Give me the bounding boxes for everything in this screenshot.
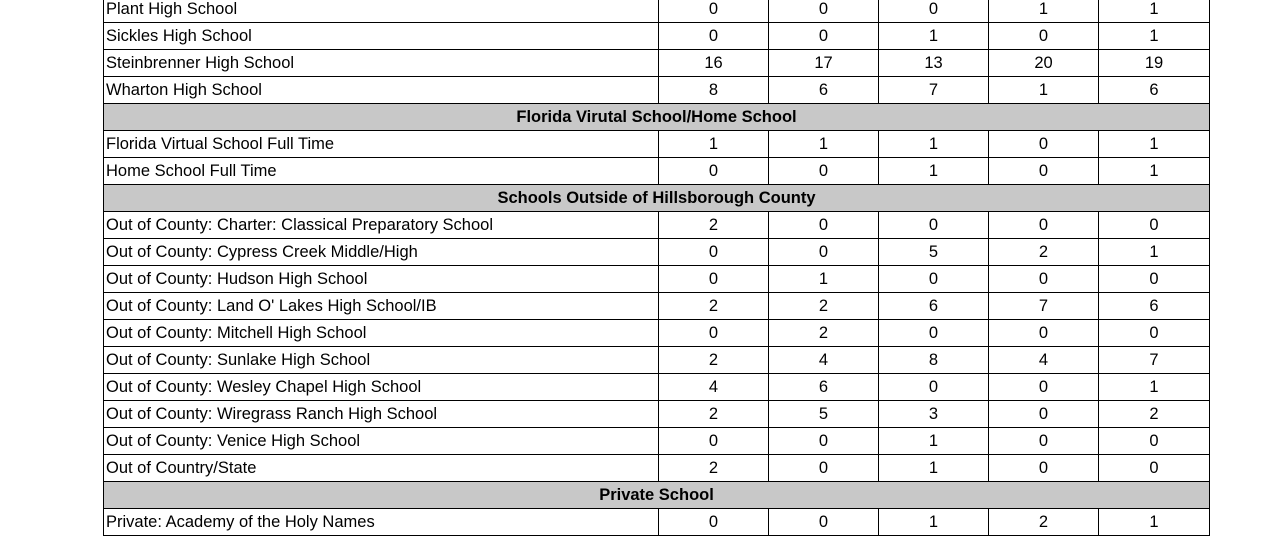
count-cell: 6: [879, 293, 989, 320]
count-cell: 1: [659, 131, 769, 158]
school-name-cell: Out of County: Hudson High School: [104, 266, 659, 293]
count-cell: 1: [1099, 0, 1210, 23]
table-row: [104, 347, 1210, 374]
count-cell: 0: [769, 212, 879, 239]
count-cell: 7: [1099, 347, 1210, 374]
count-cell: 0: [659, 239, 769, 266]
count-cell: 2: [769, 293, 879, 320]
count-cell: 8: [879, 347, 989, 374]
count-cell: 0: [769, 239, 879, 266]
count-cell: 0: [769, 455, 879, 482]
count-cell: 1: [769, 266, 879, 293]
count-cell: 0: [989, 428, 1099, 455]
school-name-cell: Out of County: Venice High School: [104, 428, 659, 455]
table-row: [104, 158, 1210, 185]
school-enrollment-table-page: [103, 0, 1209, 536]
school-enrollment-table: [103, 0, 1210, 536]
table-row: [104, 77, 1210, 104]
count-cell: 0: [1099, 320, 1210, 347]
count-cell: 0: [989, 23, 1099, 50]
count-cell: 1: [879, 428, 989, 455]
count-cell: 1: [1099, 23, 1210, 50]
school-name-cell: Out of County: Sunlake High School: [104, 347, 659, 374]
table-row: [104, 23, 1210, 50]
count-cell: 0: [659, 320, 769, 347]
count-cell: 7: [989, 293, 1099, 320]
table-row: [104, 320, 1210, 347]
count-cell: 0: [1099, 428, 1210, 455]
school-name-cell: Out of Country/State: [104, 455, 659, 482]
count-cell: 0: [769, 509, 879, 536]
count-cell: 0: [659, 158, 769, 185]
table-row: [104, 50, 1210, 77]
table-row: [104, 428, 1210, 455]
table-row: [104, 212, 1210, 239]
count-cell: 0: [879, 212, 989, 239]
section-header-row: [104, 482, 1210, 509]
count-cell: 0: [989, 158, 1099, 185]
count-cell: 0: [659, 428, 769, 455]
count-cell: 0: [769, 0, 879, 23]
table-row: [104, 401, 1210, 428]
count-cell: 3: [879, 401, 989, 428]
count-cell: 20: [989, 50, 1099, 77]
count-cell: 1: [1099, 509, 1210, 536]
table-row: [104, 374, 1210, 401]
count-cell: 0: [879, 374, 989, 401]
count-cell: 1: [879, 455, 989, 482]
count-cell: 17: [769, 50, 879, 77]
count-cell: 0: [769, 428, 879, 455]
count-cell: 0: [989, 212, 1099, 239]
school-name-cell: Out of County: Wesley Chapel High School: [104, 374, 659, 401]
count-cell: 1: [1099, 158, 1210, 185]
count-cell: 2: [989, 239, 1099, 266]
count-cell: 4: [989, 347, 1099, 374]
count-cell: 0: [879, 266, 989, 293]
school-name-cell: Steinbrenner High School: [104, 50, 659, 77]
count-cell: 8: [659, 77, 769, 104]
count-cell: 13: [879, 50, 989, 77]
table-row: [104, 509, 1210, 536]
count-cell: 0: [989, 266, 1099, 293]
count-cell: 6: [1099, 77, 1210, 104]
school-name-cell: Out of County: Charter: Classical Preparatory School: [104, 212, 659, 239]
school-name-cell: Home School Full Time: [104, 158, 659, 185]
count-cell: 1: [879, 131, 989, 158]
count-cell: 1: [879, 509, 989, 536]
count-cell: 19: [1099, 50, 1210, 77]
count-cell: 0: [659, 509, 769, 536]
count-cell: 0: [1099, 266, 1210, 293]
count-cell: 2: [989, 509, 1099, 536]
section-header-row: [104, 104, 1210, 131]
count-cell: 0: [659, 266, 769, 293]
count-cell: 0: [659, 0, 769, 23]
school-name-cell: Plant High School: [104, 0, 659, 23]
count-cell: 2: [659, 347, 769, 374]
count-cell: 2: [769, 320, 879, 347]
count-cell: 1: [879, 23, 989, 50]
table-row: [104, 455, 1210, 482]
school-name-cell: Out of County: Wiregrass Ranch High School: [104, 401, 659, 428]
count-cell: 0: [1099, 212, 1210, 239]
count-cell: 2: [1099, 401, 1210, 428]
table-body: [104, 0, 1210, 536]
count-cell: 0: [769, 158, 879, 185]
section-title: Private School: [104, 482, 1210, 509]
count-cell: 0: [989, 320, 1099, 347]
count-cell: 1: [769, 131, 879, 158]
table-row: [104, 131, 1210, 158]
count-cell: 7: [879, 77, 989, 104]
count-cell: 1: [879, 158, 989, 185]
count-cell: 0: [879, 0, 989, 23]
count-cell: 2: [659, 212, 769, 239]
count-cell: 1: [1099, 239, 1210, 266]
school-name-cell: Private: Academy of the Holy Names: [104, 509, 659, 536]
count-cell: 0: [659, 23, 769, 50]
count-cell: 0: [879, 320, 989, 347]
count-cell: 2: [659, 293, 769, 320]
section-title: Schools Outside of Hillsborough County: [104, 185, 1210, 212]
count-cell: 0: [989, 401, 1099, 428]
count-cell: 0: [989, 455, 1099, 482]
count-cell: 6: [769, 374, 879, 401]
count-cell: 1: [1099, 131, 1210, 158]
table-row: [104, 266, 1210, 293]
count-cell: 2: [659, 401, 769, 428]
count-cell: 6: [1099, 293, 1210, 320]
school-name-cell: Out of County: Land O' Lakes High School/IB: [104, 293, 659, 320]
table-row: [104, 0, 1210, 23]
count-cell: 5: [879, 239, 989, 266]
count-cell: 0: [1099, 455, 1210, 482]
school-name-cell: Out of County: Cypress Creek Middle/High: [104, 239, 659, 266]
count-cell: 6: [769, 77, 879, 104]
count-cell: 2: [659, 455, 769, 482]
count-cell: 4: [659, 374, 769, 401]
section-header-row: [104, 185, 1210, 212]
count-cell: 1: [989, 77, 1099, 104]
count-cell: 5: [769, 401, 879, 428]
count-cell: 0: [769, 23, 879, 50]
count-cell: 4: [769, 347, 879, 374]
count-cell: 1: [1099, 374, 1210, 401]
count-cell: 0: [989, 374, 1099, 401]
count-cell: 0: [989, 131, 1099, 158]
table-row: [104, 239, 1210, 266]
count-cell: 16: [659, 50, 769, 77]
school-name-cell: Out of County: Mitchell High School: [104, 320, 659, 347]
school-name-cell: Wharton High School: [104, 77, 659, 104]
school-name-cell: Sickles High School: [104, 23, 659, 50]
table-row: [104, 293, 1210, 320]
count-cell: 1: [989, 0, 1099, 23]
section-title: Florida Virutal School/Home School: [104, 104, 1210, 131]
school-name-cell: Florida Virtual School Full Time: [104, 131, 659, 158]
